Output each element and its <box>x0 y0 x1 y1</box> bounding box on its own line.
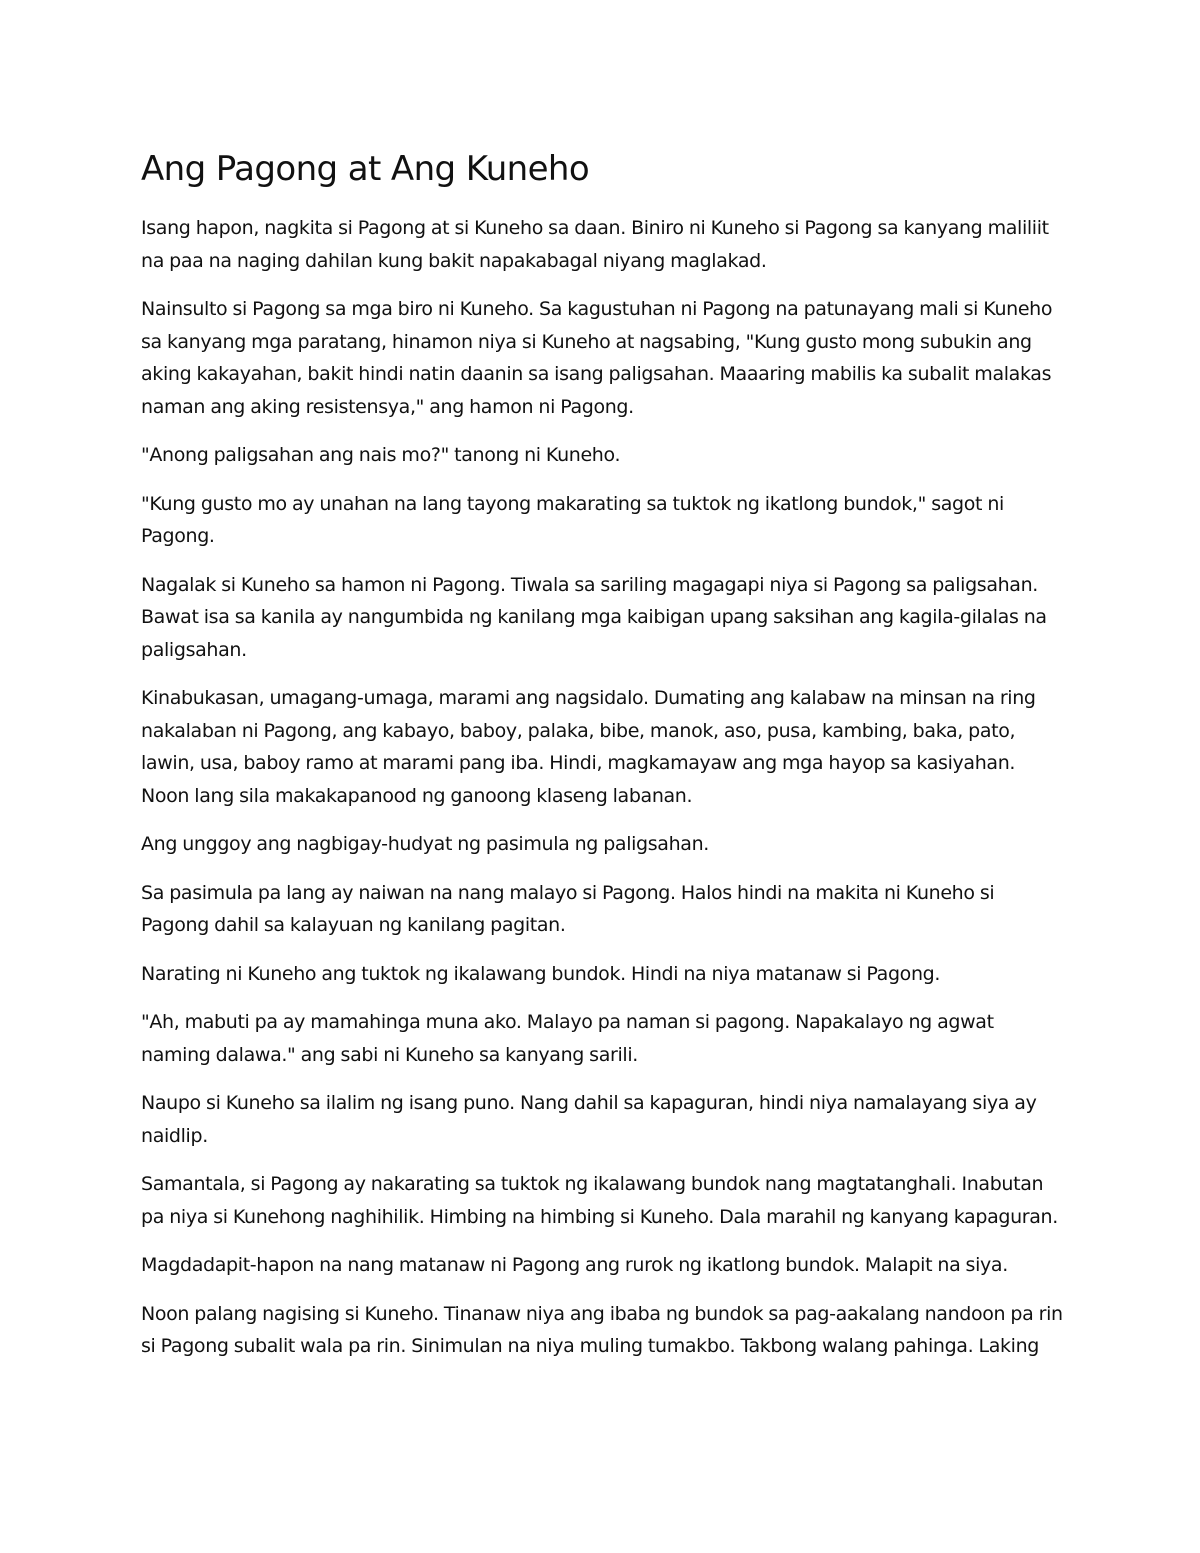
paragraph: Ang unggoy ang nagbigay-hudyat ng pasimula ng paligsahan. <box>141 833 709 855</box>
paragraph: "Anong paligsahan ang nais mo?" tanong ni Kuneho. <box>141 444 621 466</box>
paragraph: Samantala, si Pagong ay nakarating sa tuktok ng ikalawang bundok nang magtatanghali. Inabutan pa niya si Kunehong naghihilik. Himbing na himbing si Kuneho. Dala marahil ng kanyang kapaguran. <box>141 1173 1058 1228</box>
document-title: Ang Pagong at Ang Kuneho <box>141 149 590 189</box>
paragraph: Noon palang nagising si Kuneho. Tinanaw niya ang ibaba ng bundok sa pag-aakalang nandoon pa rin si Pagong subalit wala pa rin. Sinimulan na niya muling tumakbo. Takbong walang pahinga. Laking <box>141 1302 1063 1357</box>
paragraph: Nagalak si Kuneho sa hamon ni Pagong. Tiwala sa sariling magagapi niya si Pagong sa paligsahan. Bawat isa sa kanila ay nangumbida ng kanilang mga kaibigan upang saksihan ang kagila-gilalas na paligsahan. <box>141 573 1047 661</box>
paragraph: Kinabukasan, umagang-umaga, marami ang nagsidalo. Dumating ang kalabaw na minsan na ring nakalaban ni Pagong, ang kabayo, baboy, palaka, bibe, manok, aso, pusa, kambing, baka, pato, lawin, usa, baboy ramo at marami pang iba. Hindi, magkamayaw ang mga hayop sa kasiyahan. Noon lang sila makakapanood ng ganoong klaseng labanan. <box>141 687 1036 807</box>
paragraph: Sa pasimula pa lang ay naiwan na nang malayo si Pagong. Halos hindi na makita ni Kuneho si Pagong dahil sa kalayuan ng kanilang pagitan. <box>141 881 995 936</box>
document-body <box>141 140 1066 1379</box>
paragraph: Magdadapit-hapon na nang matanaw ni Pagong ang rurok ng ikatlong bundok. Malapit na siya. <box>141 1254 1008 1276</box>
paragraph: Naupo si Kuneho sa ilalim ng isang puno. Nang dahil sa kapaguran, hindi niya namalayang siya ay naidlip. <box>141 1092 1037 1147</box>
paragraph: Isang hapon, nagkita si Pagong at si Kuneho sa daan. Biniro ni Kuneho si Pagong sa kanyang maliliit na paa na naging dahilan kung bakit napakabagal niyang maglakad. <box>141 217 1049 272</box>
paragraph: Narating ni Kuneho ang tuktok ng ikalawang bundok. Hindi na niya matanaw si Pagong. <box>141 962 941 985</box>
paragraph: Nainsulto si Pagong sa mga biro ni Kuneho. Sa kagustuhan ni Pagong na patunayang mali si Kuneho sa kanyang mga paratang, hinamon niya si Kuneho at nagsabing, "Kung gusto mong subukin ang aking kakayahan, bakit hindi natin daanin sa isang paligsahan. Maaaring mabilis ka subalit malakas naman ang aking resistensya," ang hamon ni Pagong. <box>141 298 1053 418</box>
paragraph: "Ah, mabuti pa ay mamahinga muna ako. Malayo pa naman si pagong. Napakalayo ng agwat naming dalawa." ang sabi ni Kuneho sa kanyang sarili. <box>141 1011 994 1066</box>
paragraph: "Kung gusto mo ay unahan na lang tayong makarating sa tuktok ng ikatlong bundok," sagot ni Pagong. <box>141 492 1004 547</box>
